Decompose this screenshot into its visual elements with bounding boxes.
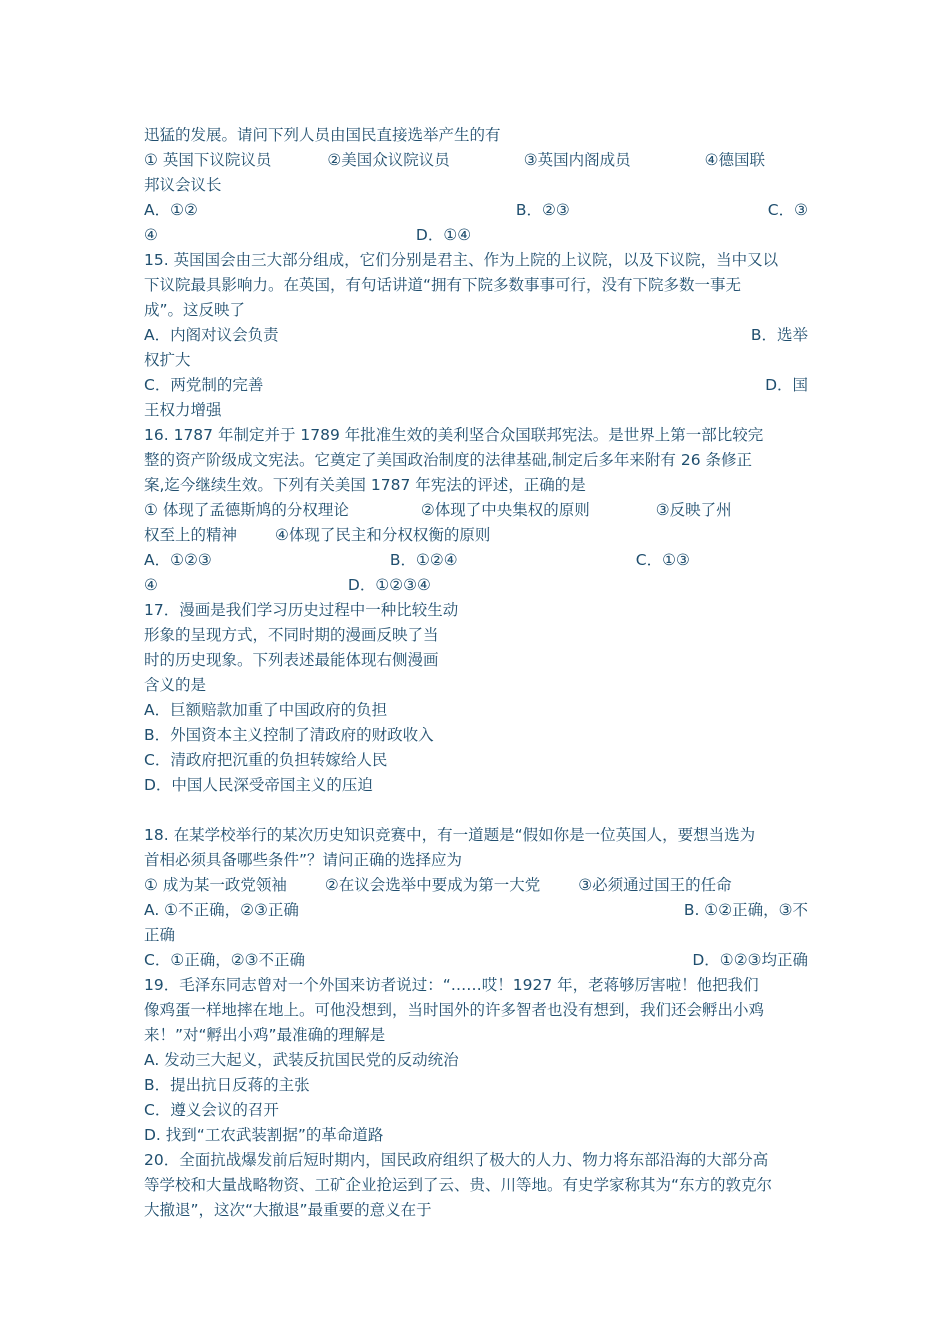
q15-option-a: A．内阁对议会负责 [144, 326, 279, 344]
q18-stem-2: 首相必须具备哪些条件”？请问正确的选择应为 [144, 851, 463, 869]
q19-option-c: C．遵义会议的召开 [144, 1101, 279, 1119]
q18-statement-2: ②在议会选举中要成为第一大党 [324, 876, 541, 894]
q14-statement-1: ① 英国下议院议员 [144, 151, 272, 169]
q17-stem-2: 形象的呈现方式，不同时期的漫画反映了当 [144, 626, 439, 644]
q17-stem-4: 含义的是 [144, 676, 207, 694]
q16-options [144, 548, 808, 573]
q14-option-c: C．③ [767, 201, 808, 219]
q17-option-c: C．清政府把沉重的负担转嫁给人民 [144, 751, 388, 769]
q14-statement-2: ②美国众议院议员 [327, 151, 450, 169]
q19-stem-3: 来！”对“孵出小鸡”最准确的理解是 [144, 1026, 386, 1044]
q19-stem-2: 像鸡蛋一样地摔在地上。可他没想到，当时国外的许多智者也没有想到，我们还会孵出小鸡 [144, 1001, 765, 1019]
q18-stem-1: 18. 在某学校举行的某次历史知识竞赛中，有一道题是“假如你是一位英国人，要想当选为 [144, 826, 756, 844]
q14-statement-4: ④德国联 [704, 151, 766, 169]
q18-option-a: A. ①不正确，②③正确 [144, 901, 299, 919]
q16-statements-1 [144, 498, 808, 523]
q20-stem-1: 20．全面抗战爆发前后短时期内，国民政府组织了极大的人力、物力将东部沿海的大部分高 [144, 1151, 769, 1169]
q16-statement-3-cont: 权至上的精神 [144, 526, 238, 544]
q16-statement-3: ③反映了州 [655, 501, 732, 519]
q20-stem-3: 大撤退”，这次“大撤退”最重要的意义在于 [144, 1201, 432, 1219]
q16-option-c: C．①③ [635, 551, 690, 569]
q14-option-c-cont: ④ [144, 226, 158, 244]
q14-statement-4-cont: 邦议会议长 [144, 176, 222, 194]
q18-option-c: C．①正确，②③不正确 [144, 951, 306, 969]
q15-stem-2: 下议院最具影响力。在英国，有句话讲道“拥有下院多数事事可行，没有下院多数一事无 [144, 276, 742, 294]
q14-options [144, 198, 808, 223]
q18-statement-1: ① 成为某一政党领袖 [144, 876, 287, 894]
q16-stem-1: 16. 1787 年制定并于 1789 年批准生效的美利坚合众国联邦宪法。是世界上第一部比较完 [144, 426, 764, 444]
q14-statements [144, 148, 808, 173]
q17-option-a: A．巨额赔款加重了中国政府的负担 [144, 701, 388, 719]
q16-option-c-cont: ④ [144, 576, 158, 594]
q14-option-b: B．②③ [515, 201, 570, 219]
q15-option-b: B．选举 [750, 326, 808, 344]
q16-statements-2 [144, 523, 808, 548]
q16-option-a: A．①②③ [144, 551, 212, 569]
q18-options-1 [144, 898, 808, 923]
q18-statement-3: ③必须通过国王的任命 [578, 876, 732, 894]
q19-option-a: A. 发动三大起义，武装反抗国民党的反动统治 [144, 1051, 459, 1069]
q19-stem-1: 19．毛泽东同志曾对一个外国来访者说过：“……哎！1927 年，老蒋够厉害啦！他把我们 [144, 976, 759, 994]
q20-stem-2: 等学校和大量战略物资、工矿企业抢运到了云、贵、川等地。有史学家称其为“东方的敦克尔 [144, 1176, 773, 1194]
q16-option-d: D．①②③④ [347, 576, 431, 594]
q16-stem-2: 整的资产阶级成文宪法。它奠定了美国政治制度的法律基础,制定后多年来附有 26 条修正 [144, 451, 753, 469]
q19-option-b: B．提出抗日反蒋的主张 [144, 1076, 310, 1094]
q18-option-b-cont: 正确 [144, 926, 176, 944]
q17-stem-3: 时的历史现象。下列表述最能体现右侧漫画 [144, 651, 439, 669]
q15-stem-3: 成”。这反映了 [144, 301, 246, 319]
q16-statement-2: ②体现了中央集权的原则 [420, 501, 590, 519]
q17-stem-1: 17．漫画是我们学习历史过程中一种比较生动 [144, 601, 459, 619]
q16-statement-4: ④体现了民主和分权权衡的原则 [275, 526, 491, 544]
q17-option-d: D．中国人民深受帝国主义的压迫 [144, 776, 373, 794]
q16-options-cont [144, 573, 808, 598]
q17-option-b: B．外国资本主义控制了清政府的财政收入 [144, 726, 434, 744]
q14-option-d: D．①④ [415, 226, 472, 244]
q15-options-1 [144, 323, 808, 348]
q16-option-b: B．①②④ [389, 551, 458, 569]
q15-option-b-cont: 权扩大 [144, 351, 191, 369]
q15-option-c: C．两党制的完善 [144, 376, 264, 394]
q14-statement-3: ③英国内阁成员 [523, 151, 631, 169]
q16-stem-3: 案,迄今继续生效。下列有关美国 1787 年宪法的评述，正确的是 [144, 476, 586, 494]
q14-options-cont [144, 223, 808, 248]
q15-options-2 [144, 373, 808, 398]
q18-option-b: B. ①②正确，③不 [683, 901, 808, 919]
q15-stem-1: 15. 英国国会由三大部分组成，它们分别是君主、作为上院的上议院，以及下议院，当中又以 [144, 251, 779, 269]
q18-statements [144, 873, 808, 898]
q18-option-d: D．①②③均正确 [692, 951, 808, 969]
q18-options-2 [144, 948, 808, 973]
q19-option-d: D. 找到“工农武装割据”的革命道路 [144, 1126, 384, 1144]
q16-statement-1: ① 体现了孟德斯鸠的分权理论 [144, 501, 349, 519]
q14-option-a: A．①② [144, 201, 198, 219]
q15-option-d-cont: 王权力增强 [144, 401, 222, 419]
q15-option-d: D．国 [765, 376, 808, 394]
q14-intro: 迅猛的发展。请问下列人员由国民直接选举产生的有 [144, 126, 501, 144]
